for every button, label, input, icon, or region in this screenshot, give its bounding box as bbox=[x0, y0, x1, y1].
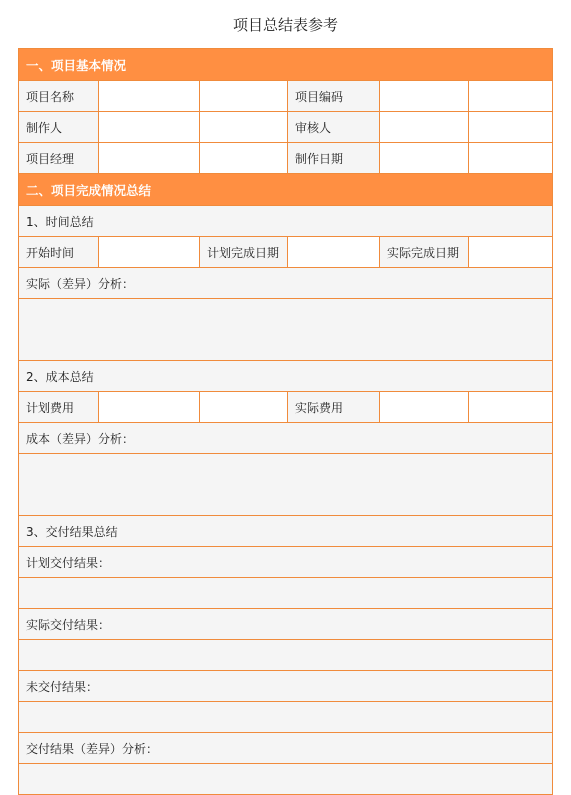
page-title: 项目总结表参考 bbox=[232, 16, 338, 34]
actual-date-cell[interactable] bbox=[469, 237, 553, 268]
manager-cell-2[interactable] bbox=[200, 143, 288, 174]
table-row bbox=[19, 423, 553, 454]
manager-cell-1[interactable] bbox=[99, 143, 200, 174]
manager-label: 项目经理 bbox=[19, 143, 99, 174]
actual-delivery-label: 实际交付结果： bbox=[19, 609, 553, 640]
table-row bbox=[19, 733, 553, 764]
planned-cost-label: 计划费用 bbox=[19, 392, 99, 423]
table-row bbox=[19, 143, 553, 174]
table-row bbox=[19, 81, 553, 112]
project-code-label: 项目编码 bbox=[288, 81, 380, 112]
delivery-analysis-area[interactable] bbox=[19, 764, 553, 795]
table-row bbox=[19, 268, 553, 299]
table-row bbox=[19, 640, 553, 671]
project-name-cell-2[interactable] bbox=[200, 81, 288, 112]
maker-cell-1[interactable] bbox=[99, 112, 200, 143]
table-row bbox=[19, 764, 553, 795]
maker-cell-2[interactable] bbox=[200, 112, 288, 143]
table-row bbox=[19, 361, 553, 392]
actual-cost-label: 实际费用 bbox=[288, 392, 380, 423]
actual-date-label: 实际完成日期 bbox=[380, 237, 469, 268]
cost-summary-heading: 2、成本总结 bbox=[19, 361, 553, 392]
reviewer-label: 审核人 bbox=[288, 112, 380, 143]
summary-table bbox=[18, 48, 553, 795]
delivery-analysis-label: 交付结果（差异）分析： bbox=[19, 733, 553, 764]
project-code-cell-2[interactable] bbox=[469, 81, 553, 112]
time-summary-heading: 1、时间总结 bbox=[19, 206, 553, 237]
planned-date-cell[interactable] bbox=[288, 237, 380, 268]
actual-cost-cell-2[interactable] bbox=[469, 392, 553, 423]
table-row bbox=[19, 112, 553, 143]
project-name-label: 项目名称 bbox=[19, 81, 99, 112]
table-row bbox=[19, 578, 553, 609]
section-header-completion bbox=[19, 174, 553, 206]
table-row bbox=[19, 206, 553, 237]
undelivered-area[interactable] bbox=[19, 702, 553, 733]
section-title-completion: 二、项目完成情况总结 bbox=[19, 174, 553, 206]
section-header-basic bbox=[19, 49, 553, 81]
planned-cost-cell-2[interactable] bbox=[200, 392, 288, 423]
cost-analysis-area[interactable] bbox=[19, 454, 553, 516]
planned-date-label: 计划完成日期 bbox=[200, 237, 288, 268]
planned-delivery-area[interactable] bbox=[19, 578, 553, 609]
table-row bbox=[19, 609, 553, 640]
made-date-cell-2[interactable] bbox=[469, 143, 553, 174]
made-date-cell-1[interactable] bbox=[380, 143, 469, 174]
time-analysis-label: 实际（差异）分析： bbox=[19, 268, 553, 299]
planned-delivery-label: 计划交付结果： bbox=[19, 547, 553, 578]
start-time-cell[interactable] bbox=[99, 237, 200, 268]
delivery-summary-heading: 3、交付结果总结 bbox=[19, 516, 553, 547]
table-row bbox=[19, 237, 553, 268]
undelivered-label: 未交付结果： bbox=[19, 671, 553, 702]
project-name-cell-1[interactable] bbox=[99, 81, 200, 112]
made-date-label: 制作日期 bbox=[288, 143, 380, 174]
table-row bbox=[19, 702, 553, 733]
time-analysis-area[interactable] bbox=[19, 299, 553, 361]
table-row bbox=[19, 299, 553, 361]
start-time-label: 开始时间 bbox=[19, 237, 99, 268]
reviewer-cell-1[interactable] bbox=[380, 112, 469, 143]
table-row bbox=[19, 392, 553, 423]
maker-label: 制作人 bbox=[19, 112, 99, 143]
planned-cost-cell-1[interactable] bbox=[99, 392, 200, 423]
table-row bbox=[19, 671, 553, 702]
section-title-basic: 一、项目基本情况 bbox=[19, 49, 553, 81]
table-row bbox=[19, 516, 553, 547]
table-row bbox=[19, 547, 553, 578]
table-row bbox=[19, 454, 553, 516]
project-code-cell-1[interactable] bbox=[380, 81, 469, 112]
cost-analysis-label: 成本（差异）分析： bbox=[19, 423, 553, 454]
actual-delivery-area[interactable] bbox=[19, 640, 553, 671]
reviewer-cell-2[interactable] bbox=[469, 112, 553, 143]
actual-cost-cell-1[interactable] bbox=[380, 392, 469, 423]
